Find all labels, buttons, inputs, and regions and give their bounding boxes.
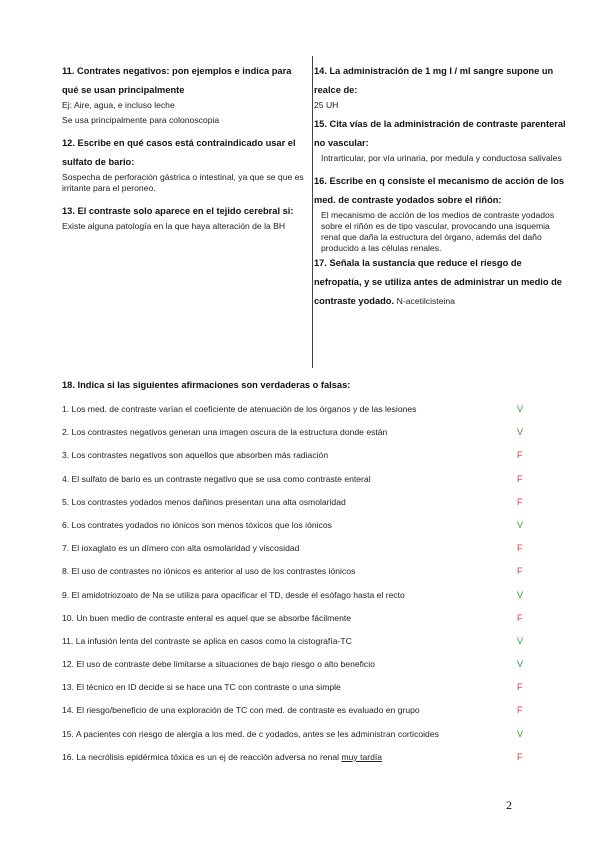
- statement-main-text: 5. Los contrastes yodados menos dañinos presentan una alta osmolaridad: [62, 496, 346, 507]
- answer-16: El mecanismo de acción de los medios de contraste yodados sobre el riñón es de tipo vascular, provocando una isquemia renal que daña la estructura del órgano, además del daño producido a las células renales.: [321, 210, 555, 253]
- question-16: 16. Escribe en q consiste el mecanismo de acción de los med. de contraste yodados sobre el riñón:: [314, 176, 565, 205]
- statement-answer: V: [517, 728, 524, 739]
- statement-text: [62, 402, 416, 416]
- statement-main-text: 8. El uso de contrastes no iónicos es anterior al uso de los contrastes iónicos: [62, 566, 356, 577]
- statement-answer: V: [517, 659, 524, 670]
- question-17-text: 17. Señala la sustancia que reduce el riesgo de nefropatía, y se utiliza antes de administrar un medio de contraste yodado.: [314, 258, 562, 306]
- true-false-list: [62, 402, 542, 773]
- statement-row: [62, 680, 542, 703]
- statement-main-text: 11. La infusión lenta del contraste se aplica en casos como la cistografía-TC: [62, 635, 352, 646]
- statement-main-text: 15. A pacientes con riesgo de alergia a los med. de c yodados, antes se les administran corticoides: [62, 728, 439, 739]
- question-15: 15. Cita vías de la administración de contraste parenteral no vascular:: [314, 119, 566, 148]
- statement-answer: F: [517, 682, 523, 693]
- statement-row: [62, 448, 542, 471]
- statement-row: [62, 518, 542, 541]
- statement-main-text: 3. Los contrastes negativos son aquellos que absorben más radiación: [62, 450, 329, 461]
- answer-12: Sospecha de perforación gástrica o intestinal, ya que se que es irritante para el peroneo.: [62, 172, 304, 193]
- statement-main-text: 13. El técnico en ID decide si se hace una TC con contraste o una simple: [62, 682, 341, 693]
- statement-text: [62, 472, 371, 486]
- statement-main-text: 1. Los med. de contraste varían el coeficiente de atenuación de los órganos y de las lesiones: [62, 404, 417, 414]
- answer-11-examples: Ej: Aire, agua, e incluso leche: [62, 100, 175, 110]
- statement-text: [62, 634, 352, 648]
- statement-answer: V: [517, 404, 524, 414]
- question-11: 11. Contrates negativos: pon ejemplos e indica para qué se usan principalmente: [62, 66, 292, 95]
- statement-row: [62, 495, 542, 518]
- statement-text: [62, 727, 439, 741]
- statement-main-text: 7. El ioxaglato es un dímero con alta osmolaridad y viscosidad: [62, 543, 300, 554]
- statement-row: [62, 425, 542, 448]
- statement-row: [62, 541, 542, 564]
- statement-answer: F: [517, 496, 523, 507]
- question-17: [314, 254, 566, 311]
- statement-row: [62, 611, 542, 634]
- statement-answer: V: [517, 427, 524, 438]
- statement-answer: F: [517, 543, 523, 554]
- statement-text: [62, 680, 341, 694]
- page-number: 2: [506, 798, 512, 812]
- column-divider: [312, 56, 313, 368]
- question-14: 14. La administración de 1 mg I / ml sangre supone un realce de:: [314, 66, 554, 95]
- statement-answer: F: [517, 450, 523, 461]
- question-13: 13. El contraste solo aparece en el tejido cerebral si:: [62, 206, 294, 216]
- statement-main-text: 9. El amidotriozoato de Na se utiliza para opacificar el TD, desde el esófago hasta el recto: [62, 589, 405, 600]
- statement-text: [62, 611, 351, 625]
- statement-text: [62, 564, 355, 578]
- statement-text: [62, 518, 332, 532]
- statement-main-text: 12. El uso de contraste debe limitarse a situaciones de bajo riesgo o alto beneficio: [62, 659, 375, 670]
- statement-main-text: 6. Los contrates yodados no iónicos son menos tóxicos que los iónicos: [62, 519, 332, 530]
- right-column: [314, 62, 566, 311]
- answer-15: Intrarticular, por vía urinaria, por medula y conductosa salivales: [321, 153, 562, 163]
- statement-text: [62, 495, 346, 509]
- statement-row: [62, 588, 542, 611]
- statement-answer: V: [517, 635, 524, 646]
- statement-answer: F: [517, 612, 523, 623]
- statement-answer: V: [517, 589, 524, 600]
- statement-row: [62, 402, 542, 425]
- statement-answer: F: [517, 566, 523, 577]
- statement-text: [62, 703, 420, 717]
- statement-underlined-text: muy tardía: [341, 751, 383, 762]
- statement-answer: V: [517, 519, 524, 530]
- left-column: [62, 62, 310, 232]
- statement-answer: F: [517, 705, 523, 716]
- statement-text: [62, 750, 382, 764]
- statement-row: [62, 564, 542, 587]
- answer-11-use: Se usa principalmente para colonoscopia: [62, 115, 220, 125]
- statement-row: [62, 750, 542, 773]
- statement-answer: F: [517, 473, 523, 484]
- answer-17: N-acetilcisteina: [396, 296, 455, 306]
- statement-row: [62, 703, 542, 726]
- statement-main-text: 2. Los contrastes negativos generan una imagen oscura de la estructura donde están: [62, 427, 388, 438]
- statement-main-text: 4. El sulfato de bario es un contraste negativo que se usa como contraste enteral: [62, 473, 371, 484]
- true-false-title: 18. Indica si las siguientes afirmaciones son verdaderas o falsas:: [62, 380, 351, 390]
- question-12: 12. Escribe en qué casos está contraindicado usar el sulfato de bario:: [62, 138, 296, 167]
- statement-main-text: 14. El riesgo/beneficio de una exploración de TC con med. de contraste es evaluado en grupo: [62, 705, 420, 716]
- statement-row: [62, 634, 542, 657]
- statement-text: [62, 425, 387, 439]
- statement-answer: F: [517, 751, 523, 762]
- answer-13: Existe alguna patología en la que haya alteración de la BH: [62, 221, 286, 231]
- statement-row: [62, 727, 542, 750]
- statement-main-text: 10. Un buen medio de contraste enteral es aquel que se absorbe fácilmente: [62, 612, 352, 623]
- statement-text: [62, 588, 405, 602]
- answer-14: 25 UH: [314, 100, 339, 110]
- statement-text: [62, 657, 375, 671]
- statement-text: [62, 448, 328, 462]
- statement-row: [62, 472, 542, 495]
- statement-main-text: 16. La necrólisis epidérmica tóxica es un ej de reacción adversa no renal: [62, 751, 342, 762]
- statement-row: [62, 657, 542, 680]
- statement-text: [62, 541, 299, 555]
